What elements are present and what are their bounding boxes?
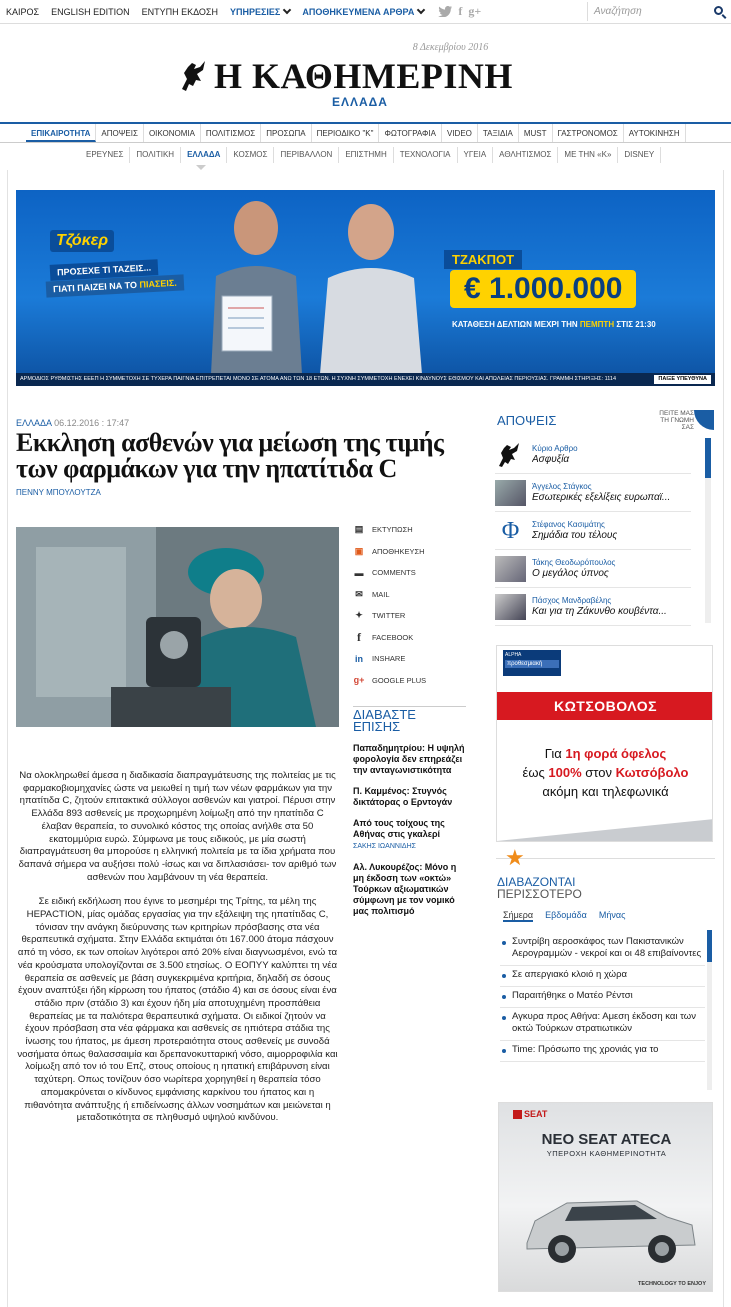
griffin-logo-icon [495,442,526,468]
article-paragraph: Να ολοκληρωθεί άμεσα η διαδικασία διαπραγμάτευσης της πολιτείας με τις φαρμακοβιομηχανίες ώστε να μειωθεί η τιμή των νέων φαρμάκων για την ηπατίτιδα C, ζητούν επιτακτικά σύλλογοι ασθενών και γιατροί. Πέρυσι στην Ελλάδα 893 ασθενείς με προχωρημένη λοίμωξη από την ηπατίτιδα C έλαβαν θεραπεία, το συνολικό κόστος της οποίας ανήλθε στα 50 εκατομμύρια ευρώ. Σύμφωνα με τους ειδικούς, με μία σωστή διαπραγμάτευση θα μπορούσε η ελληνική πολιτεία με τα ίδια χρήματα που δαπανά σήμερα να αυξήσει πολύ -ίσως και να διπλασιάσει- τον αριθμό των ασθενών που λαμβάνουν τη νέα θεραπεία. [18,770,337,883]
read-also-title: Παπαδημητρίου: Η υψηλή φορολογία δεν επηρεάζει την ανταγωνιστικότητα [353,743,465,775]
nav-item-news[interactable]: ΕΠΙΚΑΙΡΟΤΗΤΑ [26,124,96,142]
opinion-item[interactable] [495,550,691,588]
ad-copy-2d: Κωτσόβολο [615,765,689,780]
seat-logo [513,1109,547,1119]
read-also-item[interactable] [353,818,466,852]
ad-slogan-1: ΠΡΟΣΕΧΕ ΤΙ ΤΑΖΕΙΣ... [50,259,159,281]
ad-slogan-2-highlight: ΠΙΑΣΕΙΣ. [139,277,177,290]
subnav-item-politics[interactable]: ΠΟΛΙΤΙΚΗ [130,147,181,163]
nav-item-people[interactable]: ΠΡΟΣΩΠΑ [261,124,311,142]
tell-us-text: ΠΕΙΤΕ ΜΑΣ ΤΗ ΓΝΩΜΗ ΣΑΣ [659,410,694,431]
search-box[interactable] [587,2,727,21]
share-google-plus-label: GOOGLE PLUS [372,675,427,685]
ad-person-2-image [316,200,426,374]
edition-label: ΕΛΛΑΔΑ [332,95,388,109]
opinion-text [532,482,670,504]
most-read-divider [496,858,715,859]
opinion-author: Κύριο Αρθρο [532,443,578,453]
subnav-item-with-k[interactable]: ΜΕ ΤΗΝ «Κ» [558,147,618,163]
opinion-title: Εσωτερικές εξελίξεις ευρωπαϊ... [532,491,671,503]
subnav-item-disney[interactable]: DISNEY [618,147,661,163]
tab-month[interactable]: Μήνας [598,910,626,920]
tab-today[interactable]: Σήμερα [503,910,534,920]
lab-scene-image [16,527,339,727]
seat-model: ΝΕΟ SEAT ATECA [541,1131,672,1148]
joker-brand: Τζόκερ [50,230,114,252]
share-print[interactable] [353,519,463,541]
subnav-item-technology[interactable]: ΤΕΧΝΟΛΟΓΙΑ [394,147,458,163]
most-read-subtitle: ΠΕΡΙΣΣΟΤΕΡΟ [497,887,582,901]
nav-item-travel[interactable]: ΤΑΞΙΔΙΑ [478,124,519,142]
most-read-tabs [503,910,625,922]
scrollbar-thumb[interactable] [707,930,712,962]
play-responsibly-badge: ΠΑΙΞΕ ΥΠΕΥΘΥΝΑ [654,375,711,384]
site-name: Η ΚΑΘΗΜΕΡΙΝΗ [214,56,513,96]
nav-item-culture[interactable]: ΠΟΛΙΤΙΣΜΟΣ [201,124,261,142]
share-tools [353,519,463,691]
ad-copy-2b: 100% [548,765,582,780]
most-read-item[interactable]: Παραιτήθηκε ο Ματέο Ρέντσι [500,987,705,1008]
nav-item-photo[interactable]: ΦΩΤΟΓΡΑΦΙΑ [379,124,442,142]
ad-footer-shape [497,819,713,841]
print-edition-link[interactable]: ΕΝΤΥΠΗ ΕΚΔΟΣΗ [141,6,218,17]
saved-articles-label: ΑΠΟΘΗΚΕΥΜΕΝΑ ΑΡΘΡΑ [302,6,415,17]
read-also-box [353,706,466,917]
author-avatar [495,556,526,582]
google-plus-icon: g+ [353,675,365,686]
article-byline[interactable]: ΠΕΝΝΥ ΜΠΟΥΛΟΥΤΖΑ [16,488,101,497]
phi-icon: Φ [501,517,520,544]
share-save[interactable] [353,541,463,563]
nav-item-economy[interactable]: ΟΙΚΟΝΟΜΙΑ [144,124,201,142]
jackpot-note-day: ΠΕΜΠΤΗ [579,320,615,329]
twitter-icon[interactable] [438,6,452,17]
sub-nav [80,147,661,163]
article-photo [16,527,339,727]
opinion-title: Ασφυξία [532,453,570,465]
article-headline: Εκκληση ασθενών για μείωση της τιμής των φαρμάκων για την ηπατίτιδα C [16,428,444,483]
article-body [16,770,339,1137]
share-linkedin-label: INSHARE [372,654,406,664]
read-also-title: Αλ. Λυκουρέζος: Μόνο η μη έκδοση των «οκτώ» Τούρκων αξιωματικών σύμφωνη με τον νομικό μας πολιτισμό [353,862,457,916]
services-menu[interactable] [224,7,296,17]
share-facebook-label: FACEBOOK [372,632,414,642]
read-also-item[interactable] [353,743,466,776]
most-read-item[interactable]: Συντρίβη αεροσκάφος των Πακιστανικών Αερογραμμών - νεκροί και οι 48 επιβαίνοντες [500,933,705,966]
weather-link[interactable]: ΚΑΙΡΟΣ [6,6,40,17]
facebook-icon: f [357,629,361,644]
opinion-item[interactable] [495,588,691,626]
share-linkedin[interactable] [353,648,463,670]
share-mail[interactable] [353,584,463,606]
kotsovolos-brand: ΚΩΤΣΟΒΟΛΟΣ [497,692,713,720]
share-comments-label: COMMENTS [372,568,416,578]
jackpot-note-time: ΣΤΙΣ 21:30 [614,320,656,329]
tell-us-tab[interactable] [650,410,694,431]
alpha-bank-logo [503,650,561,676]
joker-ad-banner[interactable] [16,190,715,386]
read-also-heading-2: ΕΠΙΣΗΣ [353,719,401,734]
opinion-author: Στέφανος Κασιμάτης [532,519,605,529]
search-icon[interactable] [714,6,723,15]
opinion-author: Πάσχος Μανδραβέλης [532,595,612,605]
jackpot-note-a: ΚΑΤΑΘΕΣΗ ΔΕΛΤΙΩΝ ΜΕΧΡΙ ΤΗΝ [452,320,580,329]
read-also-item[interactable] [353,862,466,917]
most-read-item[interactable]: Time: Πρόσωπο της χρονιάς για το [500,1041,705,1062]
ad-copy-1a: Για [544,746,566,761]
share-mail-label: MAIL [372,589,390,599]
google-plus-icon[interactable]: g+ [468,4,482,18]
opinion-author: Άγγελος Στάγκος [532,481,592,491]
mail-icon: ✉ [355,588,363,599]
share-print-label: ΕΚΤΥΠΩΣΗ [372,525,413,535]
main-nav [0,122,731,143]
griffin-logo-icon [178,59,208,93]
english-edition-link[interactable]: ENGLISH EDITION [51,6,130,17]
nav-item-gastronomy[interactable]: ΓΑΣΤΡΟΝΟΜΟΣ [553,124,624,142]
tab-week[interactable]: Εβδομάδα [545,910,587,920]
print-icon: ▤ [354,524,364,535]
alpha-pill: προθεσμιακή [505,660,559,668]
nav-item-video[interactable]: VIDEO [442,124,478,142]
opinion-item[interactable] [495,436,691,474]
author-avatar [495,594,526,620]
nav-item-magazine[interactable]: ΠΕΡΙΟΔΙΚΟ "Κ" [312,124,380,142]
suv-car-image [517,1173,702,1273]
bookmark-icon: ▣ [354,545,364,556]
social-links [438,4,481,19]
opinion-title: Και για τη Ζάκυνθο κουβέντα... [532,605,667,617]
jackpot-note [452,320,656,329]
most-read-scrollbar[interactable] [707,930,712,1090]
subnav-item-science[interactable]: ΕΠΙΣΤΗΜΗ [339,147,393,163]
share-facebook[interactable] [353,627,463,649]
opinions-list [495,436,691,626]
subnav-item-research[interactable]: ΕΡΕΥΝΕΣ [80,147,130,163]
star-icon: ★ [505,845,525,870]
opinion-text [532,444,578,466]
article-timestamp: 06.12.2016 : 17:47 [51,418,130,428]
read-also-heading [353,706,466,733]
most-read-item[interactable]: Σε απεργιακό κλοιό η χώρα [500,966,705,987]
share-twitter[interactable] [353,605,463,627]
subnav-item-sports[interactable]: ΑΘΛΗΤΙΣΜΟΣ [493,147,558,163]
most-read-list [500,933,705,1062]
chevron-down-icon [283,6,291,14]
seat-ad[interactable] [498,1102,713,1292]
article-kicker [16,418,129,428]
nav-item-must[interactable]: MUST [519,124,553,142]
read-also-heading-1: ΔΙΑΒΑΣΤΕ [353,707,416,722]
subnav-item-health[interactable]: ΥΓΕΙΑ [458,147,494,163]
seat-claim: TECHNOLOGY TO ENJOY [638,1281,706,1287]
opinions-heading[interactable]: ΑΠΟΨΕΙΣ [497,413,557,428]
most-read-heading [497,876,582,900]
kotsovolos-copy [497,744,713,801]
opinion-title: Ο μεγάλος ύπνος [532,567,609,579]
subnav-item-environment[interactable]: ΠΕΡΙΒΑΛΛΟΝ [274,147,339,163]
chevron-down-icon [417,6,425,14]
ad-legal-text: ΑΡΜΟΔΙΟΣ ΡΥΘΜΙΣΤΗΣ ΕΕΕΠ Η ΣΥΜΜΕΤΟΧΗ ΣΕ ΤΥΧΕΡΑ ΠΑΙΓΝΙΑ ΕΠΙΤΡΕΠΕΤΑΙ ΜΟΝΟ ΣΕ ΑΤΟΜΑ ΑΝΩ ΤΩΝ 18 ΕΤΩΝ. Η ΣΥΧΝΗ ΣΥΜΜΕΤΟΧΗ ΕΝΕΧΕΙ ΚΙΝΔΥΝΟΥΣ ΕΘΙΣΜΟΥ ΚΑΙ ΑΠΩΛΕΙΑΣ ΠΕΡΙΟΥΣΙΑΣ. ΓΡΑΜΜΗ ΣΤΗΡΙΞΗΣ: 1114 [20,376,617,382]
kotsovolos-ad[interactable] [496,645,713,842]
seat-logo-icon [513,1110,522,1119]
ad-copy-3: ακόμη και τηλεφωνικά [542,784,669,799]
ad-copy-2c: στον [581,765,616,780]
share-save-label: ΑΠΟΘΗΚΕΥΣΗ [372,546,425,556]
masthead-date: 8 Δεκεμβρίου 2016 [412,42,489,53]
most-read-title: ΔΙΑΒΑΖΟΝΤΑΙ [497,875,576,889]
opinion-item[interactable] [495,512,691,550]
opinions-scrollbar[interactable] [705,438,711,623]
jackpot-label: ΤΖΑΚΠΟΤ [444,250,522,269]
ad-copy-2a: έως [522,765,549,780]
ad-legal-strip [16,373,715,386]
subnav-item-world[interactable]: ΚΟΣΜΟΣ [227,147,274,163]
opinion-item[interactable] [495,474,691,512]
opinion-text [532,596,667,618]
read-also-author[interactable]: ΣΑΚΗΣ ΙΩΑΝΝΙΔΗΣ [353,843,416,850]
nav-item-cars[interactable]: ΑΥΤΟΚΙΝΗΣΗ [624,124,686,142]
nav-item-opinions[interactable]: ΑΠΟΨΕΙΣ [96,124,144,142]
top-utility-bar [0,0,731,24]
share-twitter-label: TWITTER [372,611,406,621]
opinion-text [532,558,615,580]
share-google-plus[interactable] [353,670,463,692]
share-comments[interactable] [353,562,463,584]
services-label: ΥΠΗΡΕΣΙΕΣ [230,6,281,17]
ad-person-1-image [206,196,306,374]
comment-icon: ▬ [354,567,364,578]
opinion-author: Τάκης Θεοδωρόπουλος [532,557,616,567]
ad-copy-1b: 1η φορά όφελος [565,746,667,761]
linkedin-icon: in [355,653,363,664]
alpha-brand: ALPHA [505,652,522,658]
scrollbar-thumb[interactable] [705,438,711,478]
read-also-item[interactable] [353,786,466,808]
opinion-title: Σημάδια του τέλους [532,529,618,541]
opinion-text [532,520,617,542]
article-paragraph: Σε ειδική εκδήλωση που έγινε το μεσημέρι της Τρίτης, τα μέλη της HEPACTION, μίας ομάδας εργασίας για την εξάλειψη της ηπατίτιδας C, τόνισαν την ανάγκη διεύρυνσης των κριτηρίων πρόσβασης στα νέα θεραπευτικά σχήματα. Στην Ελλάδα εκτιμάται ότι 167.000 άτομα πάσχουν από τη νόσο, εκ των οποίων λιγότεροι από 20% είναι διαγνωσμένοι, ενώ τα νέα κρούσματα υπολογίζονται σε 3.500 ετησίως. Ο ΕΟΠΥΥ καλύπτει τη νέα θεραπεία σε ασθενείς με βάση συγκεκριμένα κριτήρια, δηλαδή σε όσους έχουν αναπτύξει ήδη κίρρωση του ήπατος (στάδιο 4) και σε όσους είναι ένα στάδιο πριν (στάδιο 3) και έχουν ήδη μία αποτυχημένη προσπάθεια θεραπείας με τα παλιότερα θεραπευτικά σχήματα. Οι ειδικοί ζητούν να έχουν πρόσβαση στα νέα φάρμακα και ασθενείς σε ηπιότερα στάδια της ίνωσης του ήπατος, με άμεση προτεραιότητα στους ασθενείς με συνοδά νοσήματα όπως θαλασσαιμία και δρεπανοκυτταρική νόσο, αιμορροφιλία και λοίμωξη από τον ιό του Επζ, στους οποίους η ηπατική επιβάρυνση είναι ταχύτερη. Οπως τονίζουν όσο νωρίτερα χορηγηθεί η θεραπεία τόσο απομακρύνεται ο κίνδυνος εμφάνισης καρκίνου του ήπατος και η πιθανότητα ανάπτυξης ή επιδείνωσης άλλων νοσημάτων και μειώνεται η μεταδοτικότητα σε πληθυσμό υψηλού κινδύνου. [17,896,338,1124]
seat-tagline: ΥΠΕΡΟΧΗ ΚΑΘΗΜΕΡΙΝΟΤΗΤΑ [546,1149,667,1158]
author-avatar [495,480,526,506]
seat-brand: SEAT [524,1109,548,1119]
subnav-item-greece[interactable]: ΕΛΛΑΔΑ [181,147,227,163]
most-read-item[interactable]: Αγκυρα προς Αθήνα: Αμεση έκδοση και των οκτώ Τούρκων στρατιωτικών [500,1008,705,1041]
read-also-title: Από τους τοίχους της Αθήνας στις γκαλερί [353,818,445,839]
saved-articles-menu[interactable] [296,7,430,17]
jackpot-amount: € 1.000.000 [450,270,636,308]
article-section-link[interactable]: ΕΛΛΑΔΑ [16,418,52,428]
facebook-icon[interactable]: f [458,4,463,18]
twitter-icon: ✦ [355,610,363,621]
read-also-title: Π. Καμμένος: Στυγνός δικτάτορας ο Ερντογάν [353,786,453,807]
ad-slogan-2-text: ΓΙΑΤΙ ΠΑΙΖΕΙ ΝΑ ΤΟ [52,279,140,295]
site-logo[interactable] [178,55,513,97]
search-input[interactable]: Αναζήτηση [594,6,642,17]
